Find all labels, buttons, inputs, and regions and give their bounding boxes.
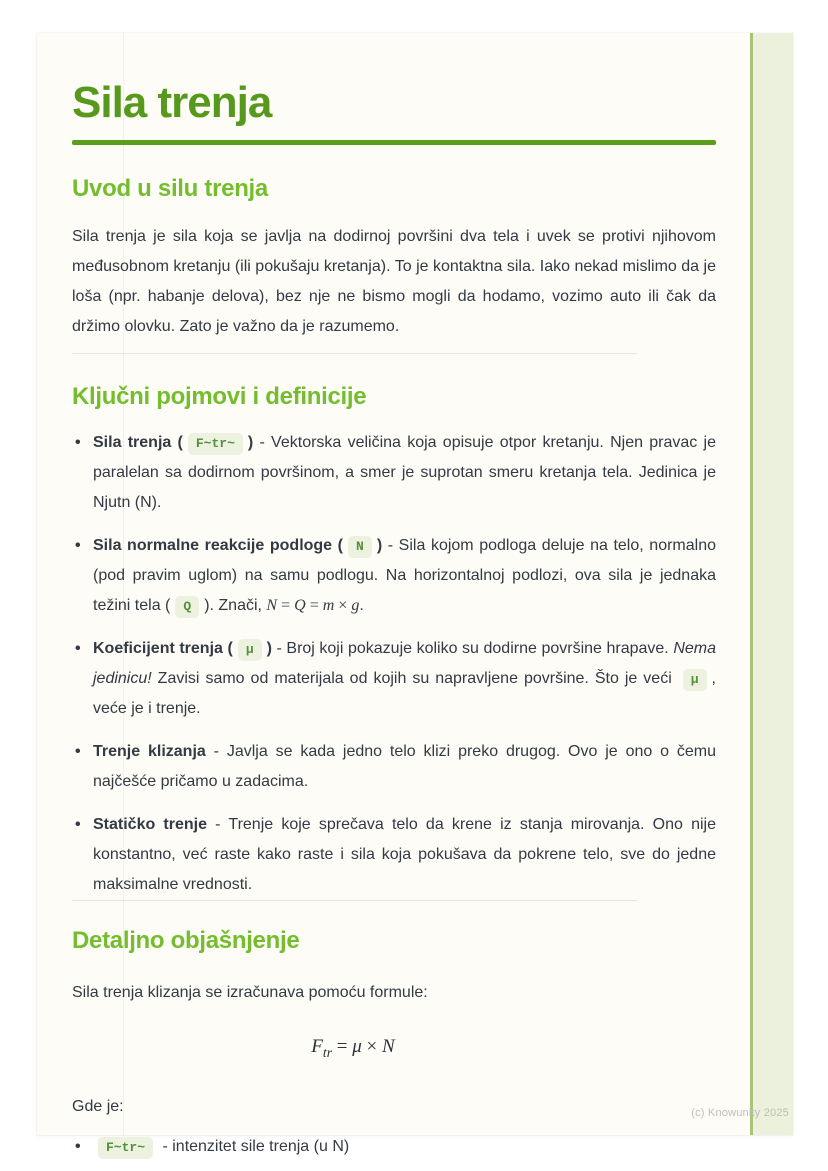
italic-text: Nema jedinicu!: [93, 640, 716, 687]
section-divider: [72, 353, 637, 354]
list-item: • F~tr~ - intenzitet sile trenja (u N): [72, 1132, 716, 1162]
where-label: Gde je:: [72, 1098, 124, 1115]
formula: [72, 1032, 716, 1062]
math-var: N: [266, 597, 278, 614]
list-item: • Statičko trenje - Trenje koje sprečava telo da krene iz stanja mirovanja. Ono nije konstantno, već raste kako raste i sila koja pokušava da pokrene telo, sve do jedne maksimalne vrednosti.: [72, 810, 716, 900]
math-subscript: tr: [322, 1044, 333, 1060]
intro-paragraph: Sila trenja je sila koja se javlja na dodirnoj površini dva tela i uvek se protivi njihovom međusobnom kretanju (ili pokušaju kretanja). To je kontaktna sila. Iako nekad mislimo da je loša (npr. habanje delova), bez nje ne bismo mogli da hodamo, vozimo auto ili čak da držimo olovku. Zato je važno da je razumemo.: [72, 228, 716, 335]
math-operator: =: [305, 597, 323, 614]
math-var: μ: [352, 1036, 362, 1057]
math-var: Q: [294, 597, 306, 614]
list-item: • Koeficijent trenja ( μ ) - Broj koji pokazuje koliko su dodirne površine hrapave. Nema jedinicu! Zavisi samo od materijala od kojih su napravljene površine. Što je veći μ , veće je i trenje.: [72, 634, 716, 724]
math-operator: ×: [361, 1036, 383, 1057]
bold-text: ): [266, 640, 272, 657]
math-var: m: [322, 597, 335, 614]
math-var: g: [351, 597, 360, 614]
inline-code-badge: F~tr~: [98, 1137, 153, 1159]
bold-text: ): [247, 434, 254, 451]
bold-text: Sila normalne reakcije podloge (: [93, 537, 344, 554]
edge-stripe: [750, 33, 793, 1135]
copyright-text: (c) Knowunity 2025: [691, 1107, 789, 1119]
list-item: • Trenje klizanja - Javlja se kada jedno telo klizi preko drugog. Ovo je ono o čemu najčešće pričamo u zadacima.: [72, 737, 716, 797]
math-operator: =: [332, 1036, 353, 1057]
terms-list: [72, 428, 716, 900]
section-divider: [72, 900, 637, 901]
section-heading-terms: Ključni pojmovi i definicije: [72, 383, 367, 410]
section-heading-explanation: Detaljno objašnjenje: [72, 927, 300, 954]
list-item: • Sila normalne reakcije podloge ( N ) - Sila kojom podloga deluje na telo, normalno (pod pravim uglom) na samu podlogu. Na horizontalnoj podlozi, ova sila je jednaka težini tela ( Q ). Znači, N = Q = m × g.: [72, 531, 716, 621]
math-operator: =: [277, 597, 295, 614]
math-operator: ×: [334, 597, 352, 614]
bold-text: Statičko trenje: [93, 816, 207, 833]
bold-text: Trenje klizanja: [93, 743, 206, 760]
explanation-intro: Sila trenja klizanja se izračunava pomoću formule:: [72, 984, 428, 1001]
inline-code-badge: Q: [175, 596, 199, 618]
document-content: [72, 33, 717, 1155]
math-var: N: [382, 1036, 395, 1057]
section-heading-intro: Uvod u silu trenja: [72, 175, 268, 202]
inline-code-badge: μ: [238, 639, 262, 661]
inline-code-badge: N: [348, 536, 372, 558]
bold-text: Sila trenja (: [93, 434, 183, 451]
title-rule: [72, 140, 716, 145]
document-page: [37, 33, 793, 1155]
page-title: Sila trenja: [72, 78, 272, 127]
bold-text: Koeficijent trenja (: [93, 640, 233, 657]
math-var: F: [311, 1036, 323, 1057]
bold-text: ): [376, 537, 383, 554]
inline-code-badge: μ: [683, 669, 707, 691]
where-list: [72, 1132, 716, 1162]
list-item: • Sila trenja ( F~tr~ ) - Vektorska veličina koja opisuje otpor kretanju. Njen pravac je paralelan sa dodirnom površinom, a smer je suprotan smeru kretanja tela. Jedinica je Njutn (N).: [72, 428, 716, 518]
inline-code-badge: F~tr~: [188, 433, 243, 455]
